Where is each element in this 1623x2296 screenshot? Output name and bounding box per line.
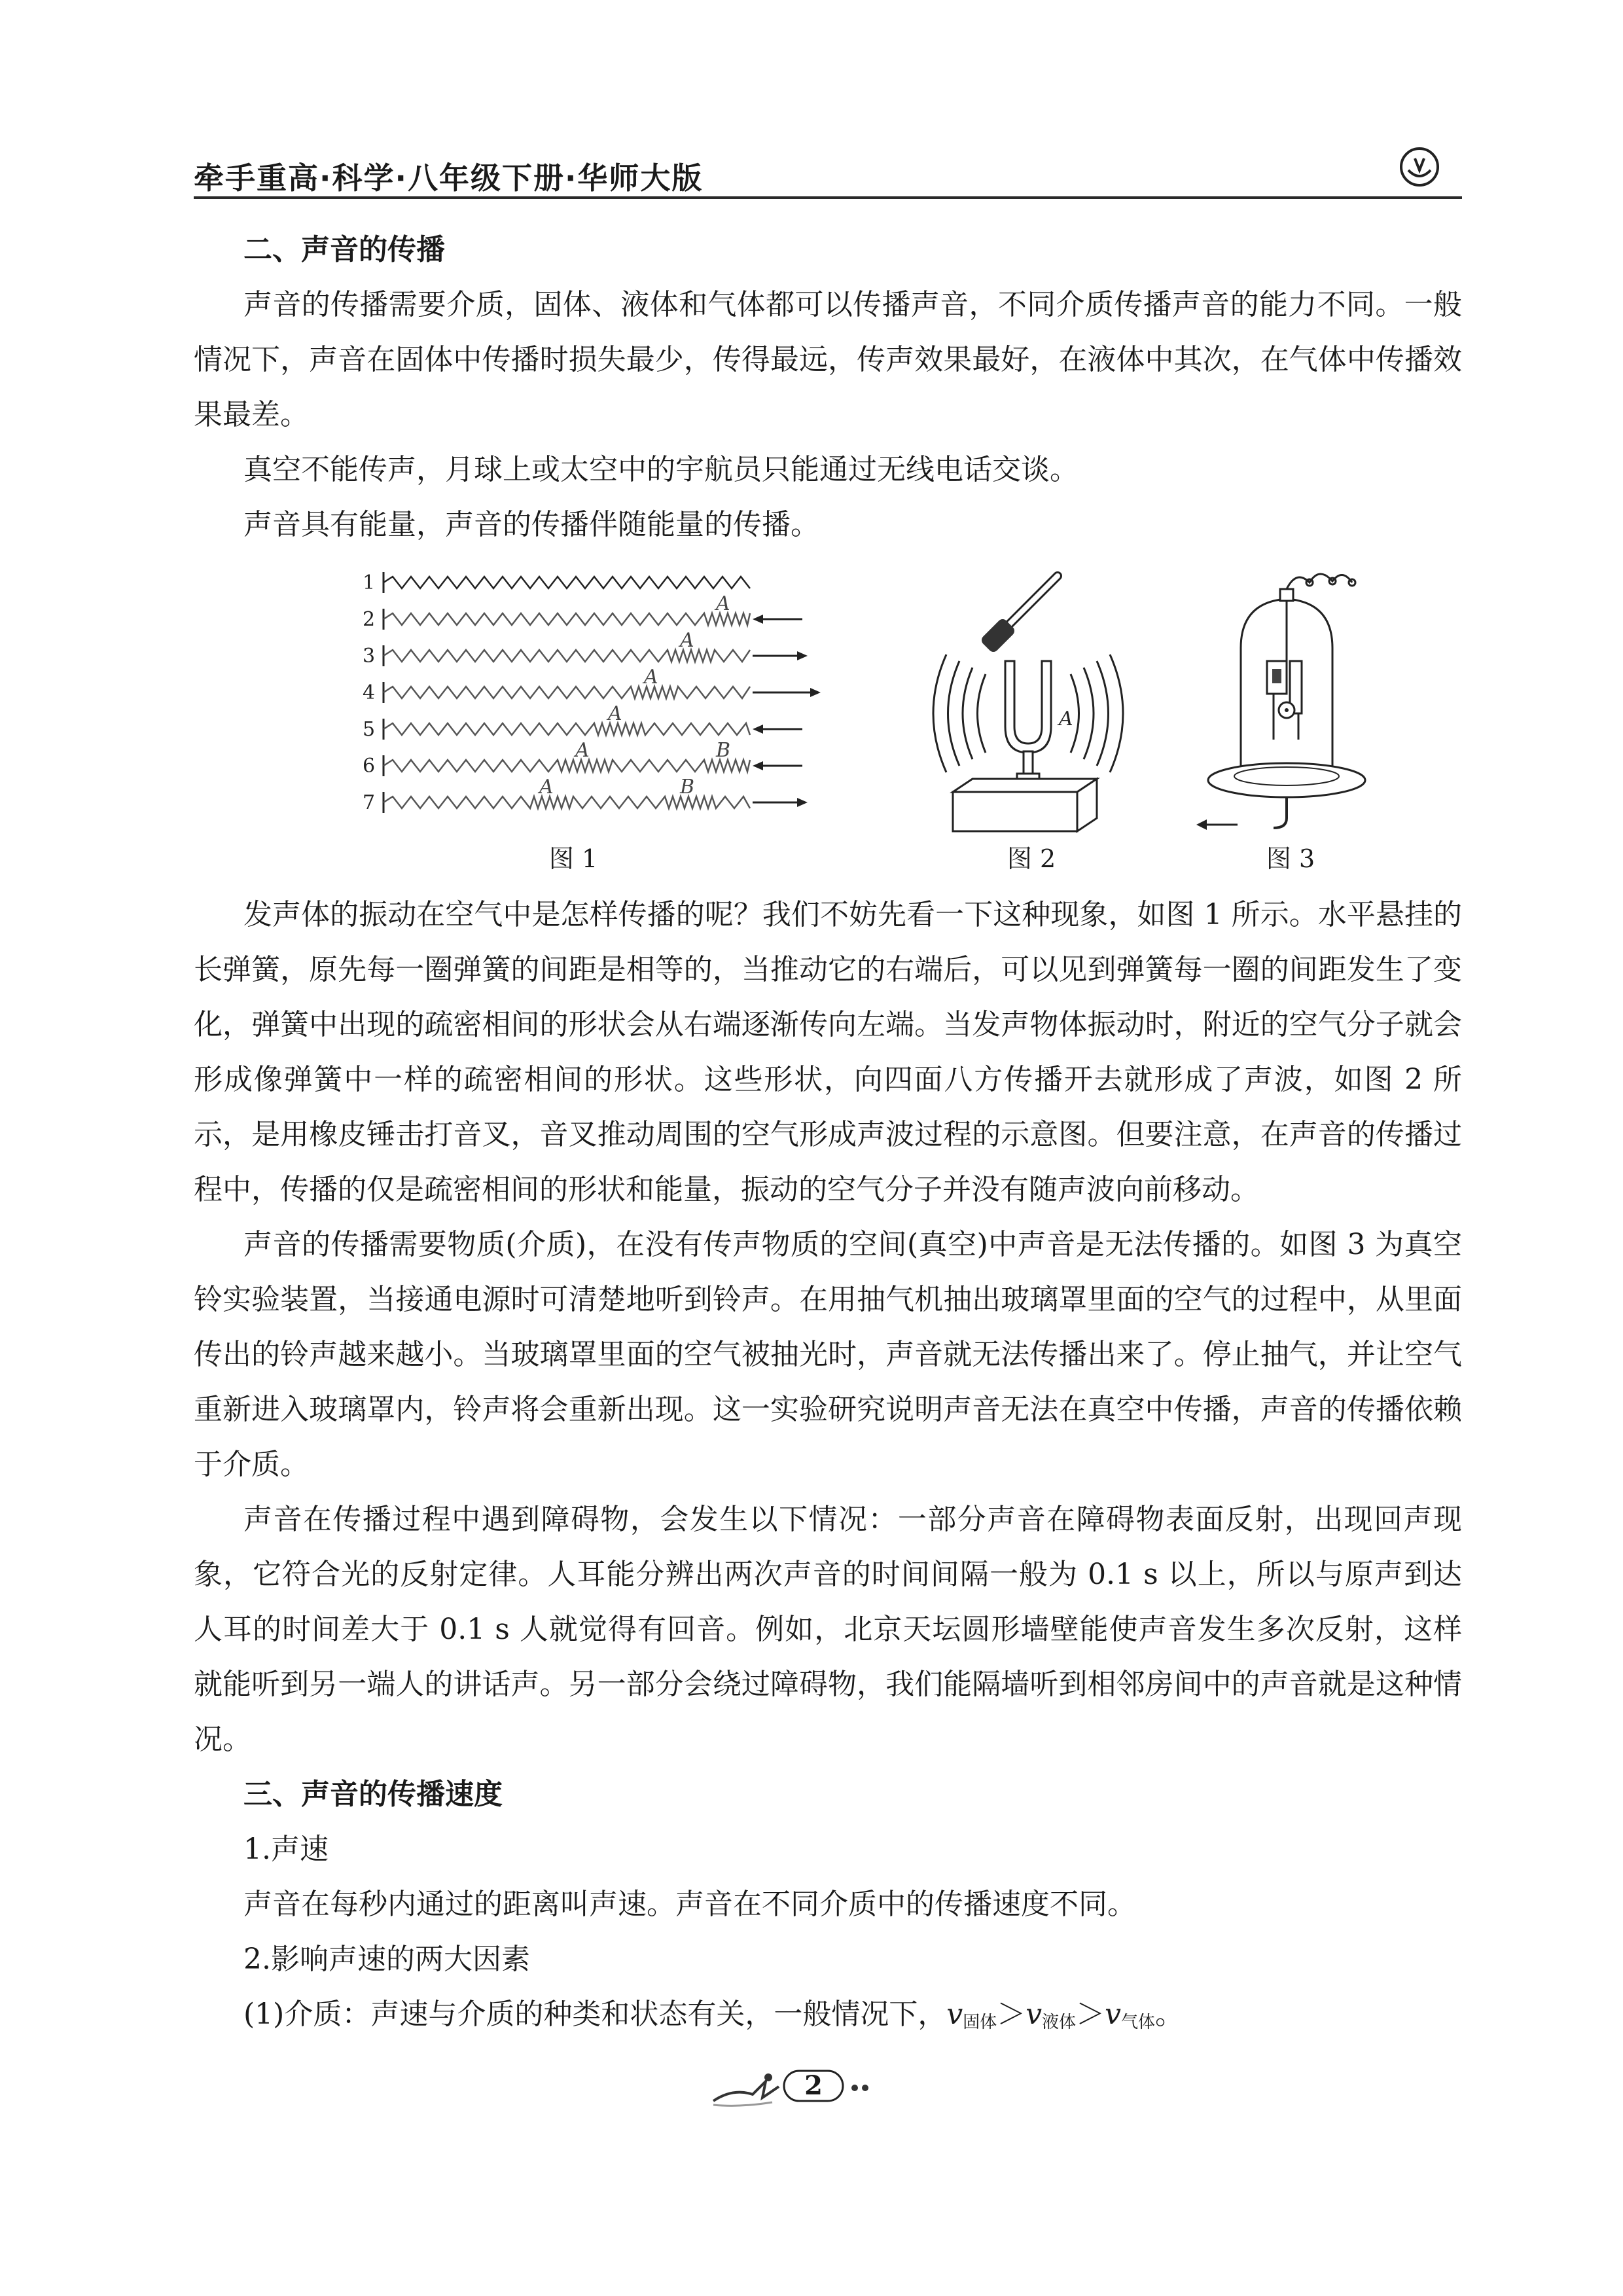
spring-coil: [383, 613, 750, 625]
greater-than: ＞: [997, 1998, 1026, 2031]
page-number: [700, 2062, 923, 2114]
wooden-base: [953, 779, 1097, 831]
arrow-head: [753, 615, 763, 624]
figure-1-caption: 图 1: [548, 844, 598, 873]
arrow-head: [753, 725, 763, 734]
row-number: 3: [363, 645, 376, 668]
inequality-line: [194, 1987, 1462, 2050]
arrow-head: [797, 798, 808, 807]
compression-label-a: A: [644, 666, 658, 689]
section-heading-sound-speed: 三、声音的传播速度: [243, 1778, 503, 1811]
symbol-v: v: [1105, 1998, 1121, 2031]
tuning-fork-diagram: [914, 563, 1162, 838]
figure-3-caption: 图 3: [1266, 844, 1315, 873]
symbol-v: v: [946, 1998, 963, 2031]
fork-label-a: A: [1059, 708, 1073, 730]
subscript-gas: 气体: [1120, 2013, 1155, 2032]
spring-coil: [383, 760, 750, 772]
running-header: [194, 149, 1462, 199]
figure-2-tuning-fork: [914, 563, 1162, 884]
left-arrow-icon: [1196, 819, 1238, 830]
section-heading-sound-propagation: 二、声音的传播: [243, 233, 445, 266]
wire-icon: [1287, 574, 1355, 589]
spring-coil: [383, 687, 750, 698]
compression-label-b: B: [716, 739, 731, 762]
book-title: 牵手重高·科学·八年级下册·华师大版: [194, 160, 704, 196]
header-rule: [194, 196, 1462, 199]
subscript-solid: 固体: [963, 2013, 997, 2032]
air-outlet-pipe: [1274, 797, 1287, 828]
symbol-v: v: [1026, 1998, 1043, 2031]
page-content: [194, 223, 1462, 2050]
list-item-heading: 2.影响声速的两大因素: [243, 1943, 530, 1976]
figure-3-vacuum-bell: [1188, 563, 1398, 884]
paragraph: 真空不能传声，月球上或太空中的宇航员只能通过无线电话交谈。: [243, 453, 1079, 486]
row-number: 1: [363, 571, 376, 594]
compression-label-a: A: [575, 739, 590, 762]
row-number: 7: [363, 791, 376, 814]
compression-label-a: A: [608, 702, 622, 725]
spring-diagram: [357, 563, 881, 838]
page-number-text: 2: [804, 2070, 823, 2101]
row-number: 5: [363, 718, 376, 741]
compression-label-a: A: [716, 592, 730, 615]
paragraph: 声音在每秒内通过的距离叫声速。声音在不同介质中的传播速度不同。: [243, 1888, 1136, 1921]
spring-coil: [383, 797, 750, 808]
list-item-heading: 1.声速: [243, 1833, 329, 1866]
base-plate: [1208, 763, 1365, 797]
spring-coil: [383, 577, 750, 588]
row-number: 2: [363, 608, 376, 631]
publisher-logo-icon: [1397, 144, 1442, 190]
greater-than: ＞: [1076, 1998, 1105, 2031]
paragraph: 声音具有能量，声音的传播伴随能量的传播。: [243, 508, 819, 541]
compression-label-a: A: [539, 776, 554, 798]
arrow-head: [810, 688, 821, 697]
tuning-fork-icon: [1005, 661, 1051, 785]
subscript-liquid: 液体: [1042, 2013, 1077, 2032]
bell-jar-diagram: [1188, 563, 1398, 838]
arrow-head: [797, 651, 808, 660]
period: 。: [1154, 1998, 1184, 2031]
paragraph: 声音的传播需要物质(介质)，在没有传声物质的空间(真空)中声音是无法传播的。如图 3 为真空铃实验装置，当接通电源时可清楚地听到铃声。在用抽气机抽出玻璃罩里面的空气的过程中，从里面传出的铃声越来越小。当玻璃罩里面的空气被抽光时，声音就无法传播出来了。停止抽气，并让空气重新进入玻璃罩内，铃声将会重新出现。这一实验研究说明声音无法在真空中传播，声音的传播依赖于介质。: [194, 1228, 1462, 1481]
paragraph: 声音在传播过程中遇到障碍物，会发生以下情况：一部分声音在障碍物表面反射，出现回声现象，它符合光的反射定律。人耳能分辨出两次声音的时间间隔一般为 0.1 s 以上，所以与原声到达人耳的时间差大于 0.1 s 人就觉得有回音。例如，北京天坛圆形墙壁能使声音发生多次反射，这样就能听到另一端人的讲话声。另一部分会绕过障碍物，我们能隔墙听到相邻房间中的声音就是这种情况。: [194, 1503, 1462, 1756]
paragraph: 声音的传播需要介质，固体、液体和气体都可以传播声音，不同介质传播声音的能力不同。一般情况下，声音在固体中传播时损失最少，传得最远，传声效果最好，在液体中其次，在气体中传播效果最差。: [194, 288, 1462, 431]
rubber-hammer-icon: [980, 576, 1058, 654]
spring-coil: [383, 723, 750, 735]
compression-label-a: A: [680, 629, 694, 652]
paragraph: 发声体的振动在空气中是怎样传播的呢？我们不妨先看一下这种现象，如图 1 所示。水平悬挂的长弹簧，原先每一圈弹簧的间距是相等的，当推动它的右端后，可以见到弹簧每一圈的间距发生了变化，弹簧中出现的疏密相间的形状会从右端逐渐传向左端。当发声物体振动时，附近的空气分子就会形成像弹簧中一样的疏密相间的形状。这些形状，向四面八方传播开去就形成了声波，如图 2 所示，是用橡皮锤击打音叉，音叉推动周围的空气形成声波过程的示意图。但要注意，在声音的传播过程中，传播的仅是疏密相间的形状和能量，振动的空气分子并没有随声波向前移动。: [194, 898, 1462, 1206]
figure-row: [194, 563, 1462, 884]
spring-coil: [383, 650, 750, 662]
electric-bell-icon: [1267, 661, 1302, 740]
row-number: 4: [363, 681, 376, 704]
compression-label-b: B: [680, 776, 695, 798]
row-number: 6: [363, 755, 376, 778]
arrow-head: [753, 761, 763, 770]
text: (1)介质：声速与介质的种类和状态有关，一般情况下，: [243, 1998, 947, 2031]
figure-1-springs: [357, 563, 881, 884]
figure-2-caption: 图 2: [1007, 844, 1056, 873]
